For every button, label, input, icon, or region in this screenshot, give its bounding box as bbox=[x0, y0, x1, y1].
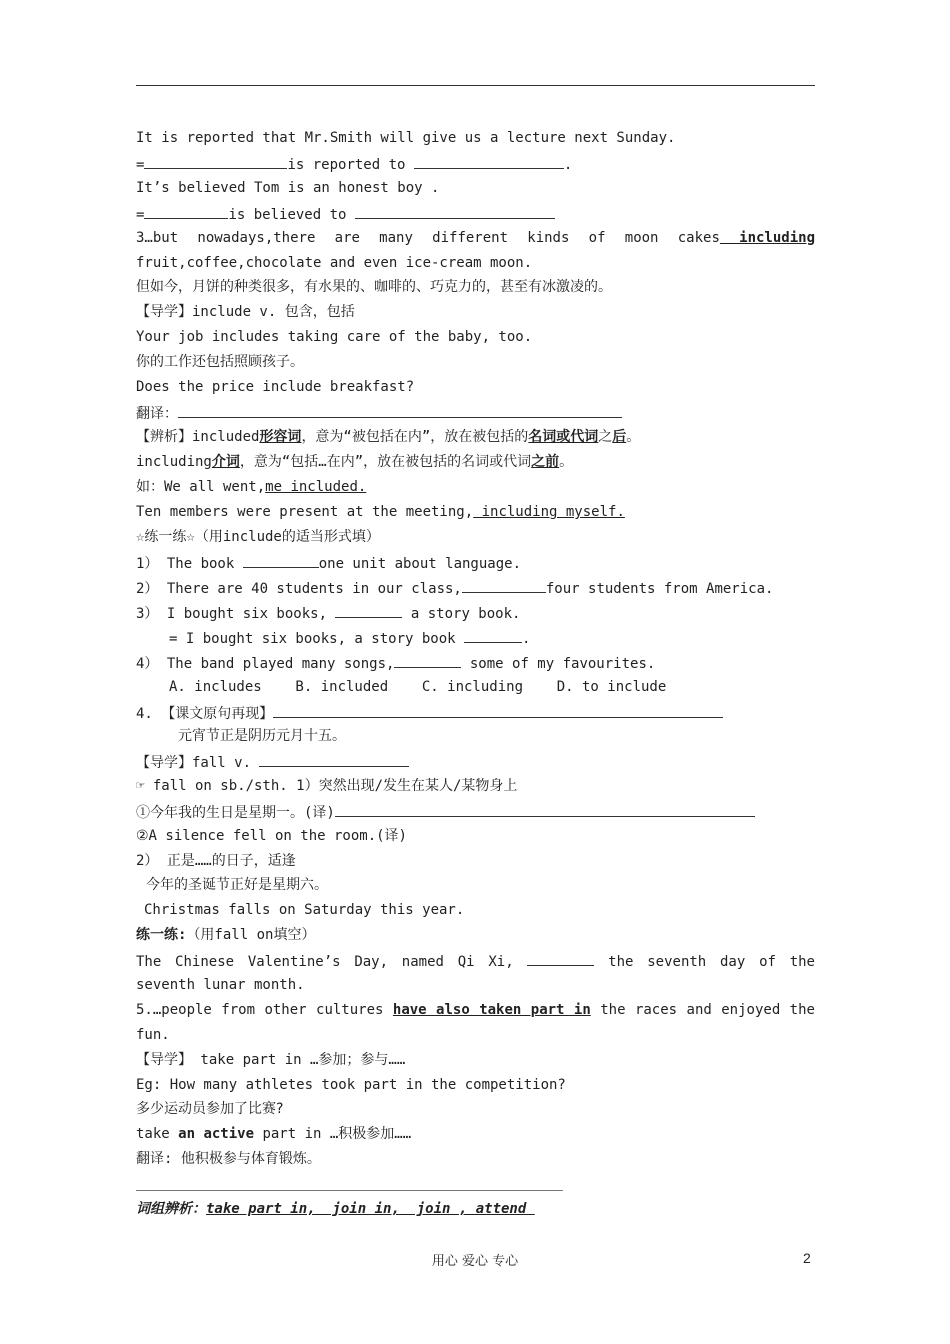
text: Christmas falls on Saturday this year. bbox=[144, 902, 465, 918]
example-sentence bbox=[136, 179, 439, 197]
analysis-line bbox=[136, 428, 640, 446]
text: 元宵节正是阴历元月十五。 bbox=[178, 728, 346, 744]
example-sentence bbox=[136, 503, 625, 521]
blank bbox=[394, 653, 461, 668]
text: ☞ fall on sb./sth. 1）突然出现/发生在某人/某物身上 bbox=[136, 778, 518, 794]
blank bbox=[243, 553, 319, 568]
text: 翻译: 他积极参与体育锻炼。 bbox=[136, 1151, 321, 1167]
text: A. includes B. included C. including D. to include bbox=[169, 679, 667, 695]
text: . bbox=[522, 631, 531, 647]
text: 多少运动员参加了比赛? bbox=[136, 1101, 284, 1117]
page-footer: 用心 爱心 专心 bbox=[431, 1254, 519, 1269]
translation-prompt bbox=[136, 403, 622, 423]
exercise-item bbox=[169, 628, 530, 648]
text: Does the price include breakfast? bbox=[136, 379, 415, 395]
answer-blank bbox=[335, 802, 755, 817]
text: 练一练: bbox=[136, 927, 187, 943]
usage-note bbox=[136, 852, 296, 870]
text: 4） The band played many songs, bbox=[136, 656, 395, 672]
text: 如：We all went, bbox=[136, 479, 266, 495]
exercise-item bbox=[136, 578, 773, 598]
text: 【辨析】included bbox=[136, 429, 260, 445]
text: 4. 【课文原句再现】 bbox=[136, 706, 274, 722]
text: ，意为“被包括在内”，放在被包括的 bbox=[301, 429, 529, 445]
usage-note bbox=[136, 1125, 411, 1143]
text-passage bbox=[136, 1001, 815, 1019]
text: 3…but nowadays,there are many different kinds of moon cakes bbox=[136, 230, 720, 246]
text: ☆练一练☆（用include的适当形式填） bbox=[136, 529, 380, 545]
text: including bbox=[136, 454, 212, 470]
answer-options bbox=[169, 678, 666, 696]
text: Eg: How many athletes took part in the competition? bbox=[136, 1077, 566, 1093]
translation bbox=[146, 876, 328, 894]
answer-blank bbox=[178, 403, 622, 418]
text: 词组辨析： bbox=[136, 1201, 206, 1217]
text: a story book. bbox=[402, 606, 521, 622]
text-passage bbox=[136, 1026, 170, 1044]
exercise-item bbox=[136, 653, 655, 673]
text: 2） 正是……的日子，适逢 bbox=[136, 853, 296, 869]
text: part in …积极参加…… bbox=[254, 1126, 412, 1142]
text: fruit,coffee,chocolate and even ice-cream moon. bbox=[136, 255, 533, 271]
example-sentence bbox=[136, 1076, 566, 1094]
underlined-text: including myself. bbox=[473, 504, 625, 520]
keyword: an active bbox=[178, 1126, 255, 1142]
translation bbox=[136, 353, 304, 371]
blank bbox=[462, 578, 546, 593]
exercise-item bbox=[136, 976, 305, 994]
phrase-comparison-heading bbox=[136, 1200, 535, 1218]
section-heading bbox=[136, 303, 355, 321]
fill-line bbox=[136, 154, 572, 174]
text: 2） There are 40 students in our class, bbox=[136, 581, 462, 597]
text: = bbox=[136, 157, 145, 173]
text: fun. bbox=[136, 1027, 170, 1043]
translation bbox=[136, 1100, 283, 1118]
text: 之 bbox=[598, 429, 613, 445]
underlined-text: me included. bbox=[265, 479, 367, 495]
text: 。 bbox=[626, 429, 641, 445]
fill-line bbox=[136, 204, 555, 224]
text: 【导学】fall v. bbox=[136, 755, 260, 771]
exercise-item bbox=[136, 603, 520, 623]
example-sentence bbox=[136, 129, 675, 147]
blank bbox=[527, 951, 594, 966]
text: 5.…people from other cultures bbox=[136, 1002, 393, 1018]
exercise-item bbox=[136, 951, 815, 971]
analysis-line bbox=[136, 453, 573, 471]
text: It’s believed Tom is an honest boy . bbox=[136, 180, 440, 196]
text: seventh lunar month. bbox=[136, 977, 305, 993]
keyword: 后 bbox=[612, 429, 627, 445]
text: one unit about language. bbox=[318, 556, 522, 572]
text-passage bbox=[136, 229, 815, 247]
blank bbox=[355, 204, 555, 219]
text: some of my favourites. bbox=[461, 656, 656, 672]
translation bbox=[178, 727, 346, 745]
text: 【导学】 take part in …参加；参与…… bbox=[136, 1052, 406, 1068]
text: = I bought six books, a story book bbox=[169, 631, 465, 647]
blank bbox=[144, 154, 287, 169]
text: is believed to bbox=[228, 207, 355, 223]
translation-prompt bbox=[136, 1150, 321, 1168]
keyword: 介词 bbox=[211, 454, 240, 470]
text: ①今年我的生日是星期一。(译) bbox=[136, 805, 335, 821]
keyword: 名词或代词 bbox=[528, 429, 599, 445]
text: 。 bbox=[559, 454, 574, 470]
example-sentence bbox=[136, 378, 414, 396]
text: 今年的圣诞节正好是星期六。 bbox=[146, 877, 328, 893]
text: Ten members were present at the meeting, bbox=[136, 504, 474, 520]
text: take bbox=[136, 1126, 179, 1142]
text: It is reported that Mr.Smith will give us a lecture next Sunday. bbox=[136, 130, 676, 146]
text: ，意为“包括…在内”，放在被包括的名词或代词 bbox=[239, 454, 532, 470]
text: 翻译： bbox=[136, 406, 178, 422]
answer-blank bbox=[259, 752, 409, 767]
text: 1） The book bbox=[136, 556, 243, 572]
exercise-heading bbox=[136, 926, 315, 944]
blank bbox=[464, 628, 522, 643]
translation-prompt bbox=[136, 827, 407, 845]
section-heading bbox=[136, 703, 723, 723]
section-heading bbox=[136, 752, 409, 772]
text: Your job includes taking care of the baby, too. bbox=[136, 329, 533, 345]
example-sentence bbox=[136, 328, 532, 346]
text: 3） I bought six books, bbox=[136, 606, 336, 622]
section-heading bbox=[136, 1051, 405, 1069]
translation bbox=[136, 278, 612, 296]
blank bbox=[144, 204, 228, 219]
text: the seventh day of the bbox=[594, 954, 815, 970]
exercise-item bbox=[136, 553, 521, 573]
text: The Chinese Valentine’s Day, named Qi Xi, bbox=[136, 954, 528, 970]
text: 【导学】include v. 包含，包括 bbox=[136, 304, 355, 320]
example-sentence bbox=[136, 478, 366, 496]
text: = bbox=[136, 207, 145, 223]
keyword: including bbox=[719, 230, 816, 246]
text: ②A silence fell on the room.(译) bbox=[136, 828, 407, 844]
text-passage bbox=[136, 254, 532, 272]
header-rule bbox=[136, 85, 815, 86]
text: （用fall on填空） bbox=[186, 927, 316, 943]
example-sentence bbox=[144, 901, 464, 919]
translation-prompt bbox=[136, 802, 755, 822]
text: . bbox=[563, 157, 573, 173]
text: 但如今，月饼的种类很多，有水果的、咖啡的、巧克力的，甚至有冰激凌的。 bbox=[136, 279, 612, 295]
answer-blank bbox=[273, 703, 723, 718]
text: the races and enjoyed the bbox=[590, 1002, 815, 1018]
text: four students from America. bbox=[545, 581, 774, 597]
text: is reported to bbox=[287, 157, 414, 173]
usage-note bbox=[136, 777, 517, 795]
section-divider bbox=[136, 1190, 563, 1191]
page-number: 2 bbox=[803, 1250, 811, 1266]
blank bbox=[335, 603, 402, 618]
blank bbox=[414, 154, 564, 169]
text: 你的工作还包括照顾孩子。 bbox=[136, 354, 304, 370]
exercise-heading bbox=[136, 528, 380, 546]
keyword: 之前 bbox=[531, 454, 560, 470]
keyword: take part in, join in, join , attend bbox=[206, 1201, 535, 1217]
keyword: have also taken part in bbox=[392, 1002, 591, 1018]
keyword: 形容词 bbox=[259, 429, 302, 445]
